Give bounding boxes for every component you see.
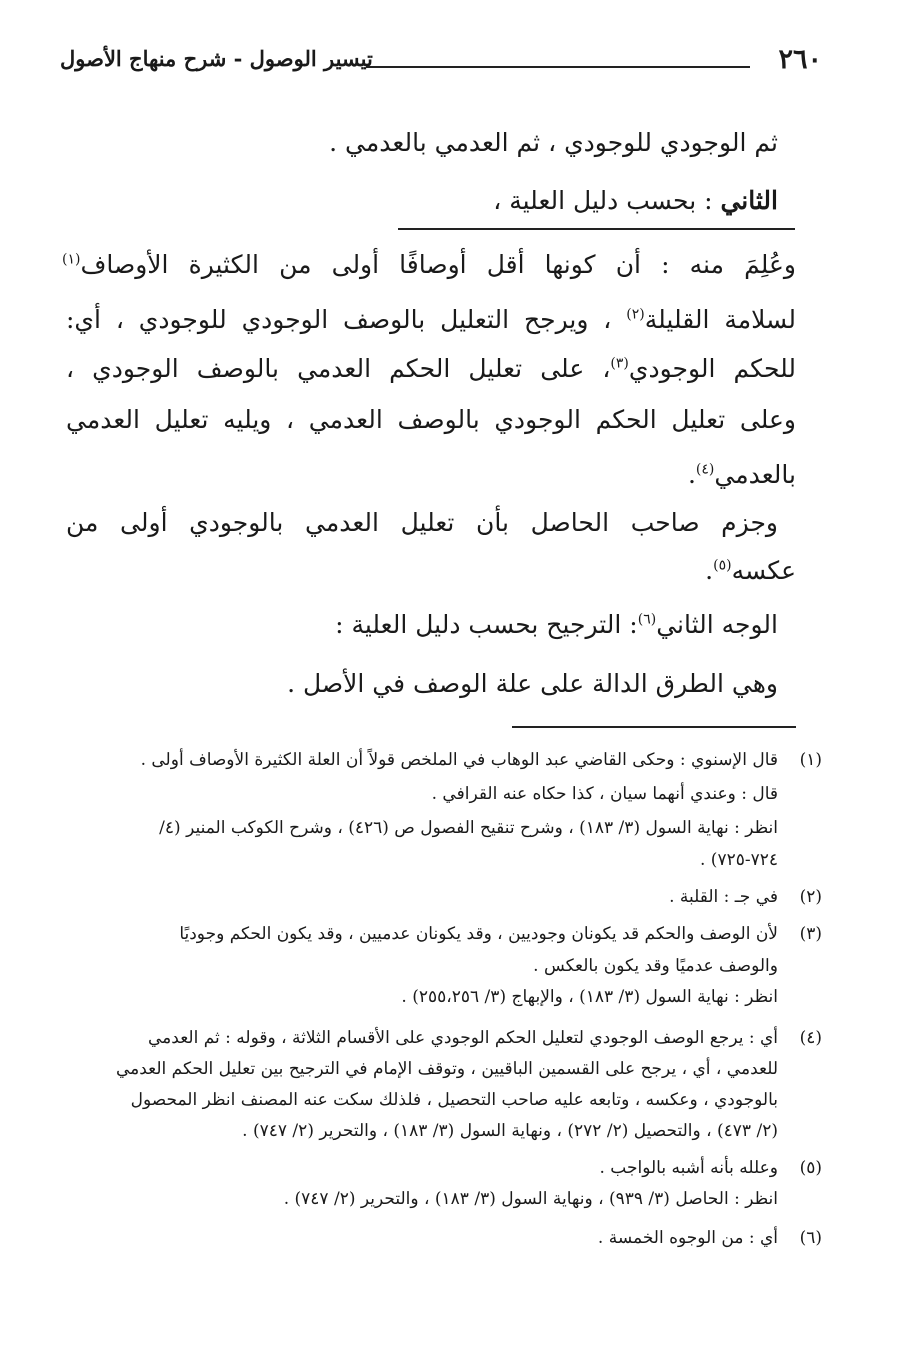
footnote-number: (٥) [799,1158,822,1178]
section-heading [493,186,778,215]
footnote-ref: (١) [62,251,81,268]
footnote-number: (٢) [799,887,822,907]
text-line-content: وهي الطرق الدالة على علة الوصف في الأصل . [287,669,778,698]
text-line [66,508,778,537]
running-title: تيسير الوصول - شرح منهاج الأصول [60,46,373,71]
text-line [66,354,796,383]
footnote-ref: (٦) [637,611,657,628]
footnote-4-line [116,1059,778,1079]
footnote-text: في جـ : القلبة . [669,887,778,907]
header-rule [366,66,750,68]
footnote-text: (٢/ ٤٧٣) ، والتحصيل (٢/ ٢٧٢) ، ونهاية السول (٣/ ١٨٣) ، والتحرير (٢/ ٧٤٧) . [242,1121,778,1141]
footnote-text: لأن الوصف والحكم قد يكونان وجوديين ، وقد يكونان عدميين ، وقد يكون الحكم وجوديًا [179,924,778,944]
text-line [287,669,778,698]
footnote-3 [179,924,822,944]
footnote-text: أي : من الوجوه الخمسة . [597,1228,778,1248]
text-line [335,610,778,639]
footnote-text: ٧٢٤-٧٢٥) . [699,850,778,870]
text-line-content: . [705,556,714,585]
footnote-6 [598,1228,822,1248]
footnote-text: انظر : نهاية السول (٣/ ١٨٣) ، وشرح تنقيح الفصول ص (٤٢٦) ، وشرح الكوكب المنير (٤/ [159,818,778,838]
footnote-text: بالوجودي ، وعكسه ، وتابعه عليه صاحب التحصيل ، فلذلك سكت عنه المصنف انظر المحصول [130,1090,778,1110]
heading-text: : بحسب دليل العلية ، [493,186,721,215]
footnote-ref: (٤) [695,461,715,478]
footnote-4-line [242,1121,778,1141]
text-line-content: للحكم الوجودي [628,354,796,383]
text-line [705,556,796,585]
page-number: ٢٦٠ [778,44,822,75]
text-line-content: . [687,460,696,489]
text-line [329,128,778,157]
footnote-5 [599,1158,822,1178]
footnote-ref: (٣) [610,355,629,372]
footnote-number: (١) [799,750,822,770]
text-line [688,460,796,489]
footnote-text: أي : يرجع الوصف الوجودي لتعليل الحكم الوجودي على الأقسام الثلاثة ، وقوله : ثم العدمي [148,1028,778,1048]
footnote-text: انظر : نهاية السول (٣/ ١٨٣) ، والإبهاج (٣/ ٢٥٥،٢٥٦) . [401,987,778,1007]
text-line-content: عكسه [731,556,796,585]
footnote-text: وعلله بأنه أشبه بالواجب . [599,1158,778,1178]
heading-underline [398,228,795,230]
footnote-1 [141,750,822,770]
footnote-3-line [401,987,778,1007]
footnote-ref: (٥) [713,557,732,574]
footnote-separator [512,726,796,728]
footnote-3-line [533,956,778,976]
footnote-number: (٤) [799,1028,822,1048]
footnote-1-line [159,818,778,838]
footnote-number: (٣) [799,924,822,944]
footnote-number: (٦) [799,1228,822,1248]
text-line-content: لسلامة القليلة [644,305,796,334]
footnote-ref: (٢) [626,306,645,323]
footnote-text: انظر : الحاصل (٣/ ٩٣٩) ، ونهاية السول (٣/ ١٨٣) ، والتحرير (٢/ ٧٤٧) . [283,1189,778,1209]
text-line-content: وعُلِمَ منه : أن كونها أقل أوصافًا أولى من الكثيرة الأوصاف [80,250,796,279]
text-line-content: وعلى تعليل الحكم الوجودي بالوصف العدمي ، ويليه تعليل العدمي [66,405,796,434]
footnote-2 [669,887,822,907]
footnote-4 [148,1028,822,1048]
footnote-text: للعدمي ، أي ، يرجح على القسمين الباقيين ، وتوقف الإمام في الترجيح بين تعليل الحكم العدمي [115,1059,778,1079]
footnote-1-line [700,850,778,870]
footnote-5-line [284,1189,778,1209]
text-line-content: بالعدمي [714,460,796,489]
page-header [60,44,822,84]
footnote-1-line [432,784,778,804]
footnote-text: قال : وعندي أنهما سيان ، كذا حكاه عنه القرافي . [431,784,778,804]
text-line [62,250,796,279]
footnote-4-line [131,1090,778,1110]
text-line-content: ثم الوجودي للوجودي ، ثم العدمي بالعدمي . [329,128,778,157]
text-line-content: ، ويرجح التعليل بالوصف الوجودي للوجودي ، أي: [66,305,627,334]
text-line-content: الوجه الثاني [656,610,778,639]
text-line [66,405,796,434]
text-line-content: ، على تعليل الحكم العدمي بالوصف الوجودي ، [66,354,611,383]
footnote-text: قال الإسنوي : وحكى القاضي عبد الوهاب في الملخص قولاً أن العلة الكثيرة الأوصاف أولى . [140,750,778,770]
footnote-text: والوصف عدميًا وقد يكون بالعكس . [533,956,778,976]
text-line-content: : الترجيح بحسب دليل العلية : [335,610,638,639]
text-line [66,305,796,334]
heading-label: الثاني [720,186,778,215]
text-line-content: وجزم صاحب الحاصل بأن تعليل العدمي بالوجودي أولى من [66,508,778,537]
